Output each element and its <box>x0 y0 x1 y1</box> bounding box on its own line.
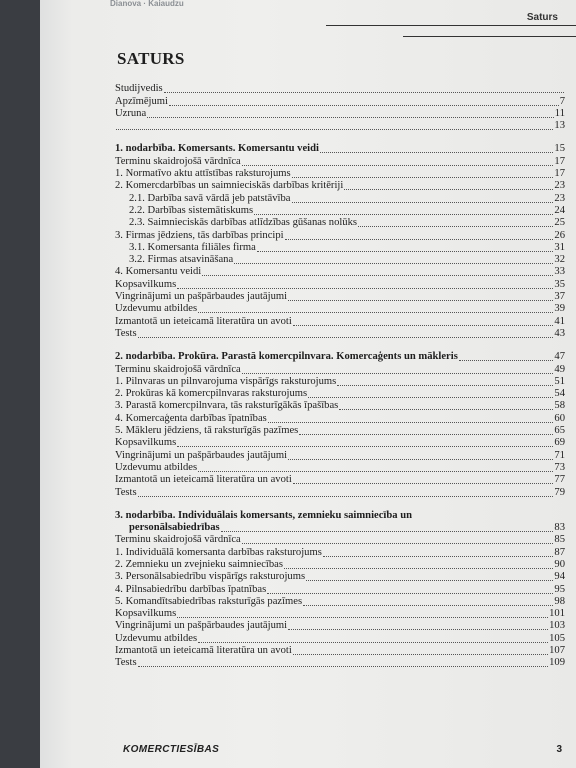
toc-page-number: 94 <box>554 571 565 583</box>
toc-entry-label: 3. Firmas jēdziens, tās darbības principi <box>115 229 284 241</box>
toc-entry-label: Tests <box>115 327 137 339</box>
toc-entry <box>115 303 565 315</box>
toc-page-number: 103 <box>549 620 565 632</box>
dot-leader <box>293 482 554 484</box>
toc-page-number: 69 <box>554 437 565 449</box>
footer-book-title: KOMERCTIESĪBAS <box>123 744 220 755</box>
toc-page-number: 41 <box>554 315 565 327</box>
toc-entry-label: Uzruna <box>115 107 147 119</box>
dot-leader <box>292 176 554 178</box>
toc-entry <box>115 571 565 583</box>
toc-entry-label: Vingrinājumi un pašpārbaudes jautājumi <box>115 449 288 461</box>
toc-entry <box>115 315 565 327</box>
toc-page-number: 79 <box>554 486 565 498</box>
dot-leader <box>254 213 553 215</box>
dot-leader <box>234 262 553 264</box>
toc-entry-label: 5. Mākleru jēdziens, tā raksturīgās pazīmes <box>115 425 299 437</box>
toc-entry-label: 3.1. Komersanta filiāles firma <box>129 241 256 253</box>
toc-entry-label: Terminu skaidrojošā vārdnīca <box>115 155 241 167</box>
dot-leader <box>288 299 553 301</box>
toc-entry-label: 4. Komercaģenta darbības īpatnības <box>115 412 267 424</box>
dot-leader <box>299 433 553 435</box>
toc-entry-label: Studijvedis <box>115 83 163 95</box>
toc-page-number: 15 <box>554 143 565 155</box>
toc-page-number: 73 <box>554 461 565 473</box>
running-header: Saturs <box>526 12 558 23</box>
toc-page-number: 11 <box>554 107 565 119</box>
toc-entry-label: 5. Komandītsabiedrības raksturīgās pazīmes <box>115 595 303 607</box>
toc-page-number: 54 <box>554 388 565 400</box>
toc-page-number: 107 <box>549 645 565 657</box>
dot-leader <box>459 359 554 361</box>
dot-leader <box>198 641 548 643</box>
toc-entry <box>115 412 565 424</box>
toc-page-number: 23 <box>554 192 565 204</box>
dot-leader <box>242 542 554 544</box>
toc-page-number: 31 <box>554 241 565 253</box>
dot-leader <box>138 336 554 338</box>
dot-leader <box>198 311 553 313</box>
toc-entry <box>115 278 565 290</box>
dot-leader <box>116 128 553 130</box>
toc-entry <box>115 180 565 192</box>
toc-subentry <box>115 192 565 204</box>
toc-page-number: 37 <box>554 291 565 303</box>
toc-entry-label: Izmantotā un ieteicamā literatūra un avoti <box>115 315 292 327</box>
toc-page-number: 51 <box>554 375 565 387</box>
chapter-heading: 1. nodarbība. Komersants. Komersantu veidi <box>115 143 319 155</box>
toc-entry <box>115 645 565 657</box>
chapter-heading: 2. nodarbība. Prokūra. Parastā komercpilnvara. Komercaģents un mākleris <box>115 351 458 363</box>
toc-entry <box>115 583 565 595</box>
toc-page-number: 83 <box>554 522 565 534</box>
toc-page-number: 23 <box>554 180 565 192</box>
dot-leader <box>169 104 559 106</box>
toc-entry-label: 3. Personālsabiedrību vispārīgs raksturojums <box>115 571 306 583</box>
toc-entry <box>115 449 565 461</box>
header-rule <box>326 25 576 26</box>
toc-page-number: 101 <box>549 608 565 620</box>
toc-entry <box>115 596 565 608</box>
toc-entry <box>115 400 565 412</box>
toc-page-number: 109 <box>549 657 565 669</box>
toc-page-number: 47 <box>554 351 565 363</box>
dot-leader <box>138 495 554 497</box>
dot-leader <box>257 250 554 252</box>
toc-page-number: 71 <box>554 449 565 461</box>
toc-entry-label: Uzdevumu atbildes <box>115 303 198 315</box>
toc-entry-label: 1. Normatīvo aktu attīstības raksturojums <box>115 168 291 180</box>
toc-page-number: 58 <box>554 400 565 412</box>
dot-leader <box>177 616 548 618</box>
toc-page-number: 43 <box>554 327 565 339</box>
toc-page-number: 25 <box>554 217 565 229</box>
dot-leader <box>288 628 548 630</box>
toc-entry-label: Tests <box>115 657 137 669</box>
toc-page-number: 17 <box>554 155 565 167</box>
toc-entry-label: Vingrinājumi un pašpārbaudes jautājumi <box>115 291 288 303</box>
toc-page-number: 49 <box>554 363 565 375</box>
dot-leader <box>284 567 553 569</box>
toc-entry-label: Kopsavilkums <box>115 608 177 620</box>
page-title: SATURS <box>117 49 185 68</box>
toc-page-number: 26 <box>554 229 565 241</box>
toc-entry-label: 4. Pilnsabiedrību darbības īpatnības <box>115 583 267 595</box>
toc-subentry <box>115 254 565 266</box>
toc-entry <box>115 376 565 388</box>
dot-leader <box>339 408 553 410</box>
cut-off-top-text: Dianova · Kaiaudzu <box>110 0 184 6</box>
toc-entry <box>115 534 565 546</box>
spacer <box>115 132 565 143</box>
toc-subentry <box>115 205 565 217</box>
toc-page-number: 65 <box>554 425 565 437</box>
dot-leader <box>202 274 553 276</box>
toc-entry <box>115 229 565 241</box>
dot-leader <box>303 604 553 606</box>
toc-page-number: 24 <box>554 204 565 216</box>
toc-page-number: 95 <box>554 583 565 595</box>
toc-entry <box>115 363 565 375</box>
dot-leader <box>138 665 548 667</box>
toc-entry-label: Izmantotā un ieteicamā literatūra un avoti <box>115 645 292 657</box>
toc-entry-label: Apzīmējumi <box>115 95 168 107</box>
dot-leader <box>293 653 548 655</box>
toc-subentry <box>115 242 565 254</box>
toc-entry <box>115 608 565 620</box>
dot-leader <box>198 470 553 472</box>
table-of-contents <box>115 83 565 669</box>
toc-entry-label: Kopsavilkums <box>115 437 177 449</box>
toc-entry-label: Tests <box>115 486 137 498</box>
toc-page-number: 33 <box>554 266 565 278</box>
toc-page-number: 39 <box>554 303 565 315</box>
toc-entry-label: 3.2. Firmas atsavināšana <box>129 254 234 266</box>
dot-leader <box>242 164 554 166</box>
toc-entry <box>115 474 565 486</box>
footer-page-number: 3 <box>556 744 562 755</box>
toc-entry <box>115 291 565 303</box>
toc-entry <box>115 546 565 558</box>
toc-entry-label: 2.3. Saimnieciskās darbības atlīdzības gūšanas nolūks <box>129 217 358 229</box>
toc-entry-label: Terminu skaidrojošā vārdnīca <box>115 534 241 546</box>
toc-entry <box>115 425 565 437</box>
toc-entry <box>115 266 565 278</box>
toc-subentry <box>115 217 565 229</box>
dot-leader <box>306 579 553 581</box>
toc-entry <box>115 168 565 180</box>
toc-entry-label: Uzdevumu atbildes <box>115 632 198 644</box>
toc-entry-label: 2. Komercdarbības un saimnieciskās darbības kritēriji <box>115 180 344 192</box>
toc-page-number: 17 <box>554 168 565 180</box>
toc-page-number: 60 <box>554 412 565 424</box>
toc-entry <box>115 155 565 167</box>
toc-entry-label: Kopsavilkums <box>115 278 177 290</box>
dot-leader <box>285 238 554 240</box>
toc-page-number: 105 <box>549 632 565 644</box>
toc-entry-label: Terminu skaidrojošā vārdnīca <box>115 363 241 375</box>
dot-leader <box>268 421 554 423</box>
toc-entry-label: 2.2. Darbības sistemātiskums <box>129 204 254 216</box>
toc-entry <box>115 437 565 449</box>
dot-leader <box>164 91 564 93</box>
toc-entry <box>115 328 565 340</box>
toc-entry-label: 2. Prokūras kā komercpilnvaras raksturojums <box>115 388 308 400</box>
toc-page-number: 90 <box>554 558 565 570</box>
dot-leader <box>147 116 554 118</box>
spacer <box>115 340 565 351</box>
toc-entry <box>115 83 565 95</box>
chapter-heading-row <box>115 143 565 155</box>
toc-entry-label: Vingrinājumi un pašpārbaudes jautājumi <box>115 620 288 632</box>
dot-leader <box>308 396 553 398</box>
dot-leader <box>323 555 554 557</box>
toc-page-number: 98 <box>554 595 565 607</box>
chapter-heading: 3. nodarbība. Individuālais komersants, zemnieku saimniecība un <box>115 509 412 521</box>
toc-entry <box>115 620 565 632</box>
toc-entry-label: 4. Komersantu veidi <box>115 266 202 278</box>
toc-entry <box>115 388 565 400</box>
dot-leader <box>177 445 553 447</box>
toc-page-number: 13 <box>554 120 565 132</box>
dot-leader <box>358 225 553 227</box>
toc-page-number: 32 <box>554 254 565 266</box>
toc-entry <box>115 108 565 120</box>
dot-leader <box>344 188 553 190</box>
toc-entry-label: 1. Pilnvaras un pilnvarojuma vispārīgs raksturojums <box>115 375 337 387</box>
toc-entry <box>115 632 565 644</box>
dot-leader <box>293 324 554 326</box>
toc-page-number: 87 <box>554 546 565 558</box>
chapter-heading-row <box>115 351 565 363</box>
toc-page-number: 35 <box>554 278 565 290</box>
dot-leader <box>177 287 553 289</box>
toc-entry <box>115 95 565 107</box>
chapter-heading-cont: personālsabiedrības <box>129 522 220 534</box>
toc-entry <box>115 462 565 474</box>
toc-entry <box>115 486 565 498</box>
dot-leader <box>242 372 554 374</box>
toc-page-number: 85 <box>554 534 565 546</box>
toc-entry-label: 3. Parastā komercpilnvara, tās raksturīgākās īpašības <box>115 400 339 412</box>
dot-leader <box>320 151 553 153</box>
toc-entry-label: Uzdevumu atbildes <box>115 461 198 473</box>
toc-entry <box>115 657 565 669</box>
dot-leader <box>267 592 553 594</box>
book-page <box>40 0 576 768</box>
dot-leader <box>288 458 553 460</box>
chapter-heading-row <box>115 522 565 534</box>
dot-leader <box>337 384 553 386</box>
toc-entry <box>115 559 565 571</box>
dot-leader <box>292 201 554 203</box>
header-rule <box>403 36 576 37</box>
toc-entry-label: 1. Individuālā komersanta darbības raksturojums <box>115 546 322 558</box>
spacer <box>115 499 565 510</box>
toc-page-number: 7 <box>559 95 565 107</box>
toc-entry-label: 2. Zemnieku un zvejnieku saimniecības <box>115 558 283 570</box>
dot-leader <box>221 530 554 532</box>
toc-entry-label: Izmantotā un ieteicamā literatūra un avoti <box>115 474 292 486</box>
toc-entry <box>115 120 565 132</box>
toc-entry-label: 2.1. Darbība savā vārdā jeb patstāvība <box>129 192 291 204</box>
toc-page-number: 77 <box>554 474 565 486</box>
